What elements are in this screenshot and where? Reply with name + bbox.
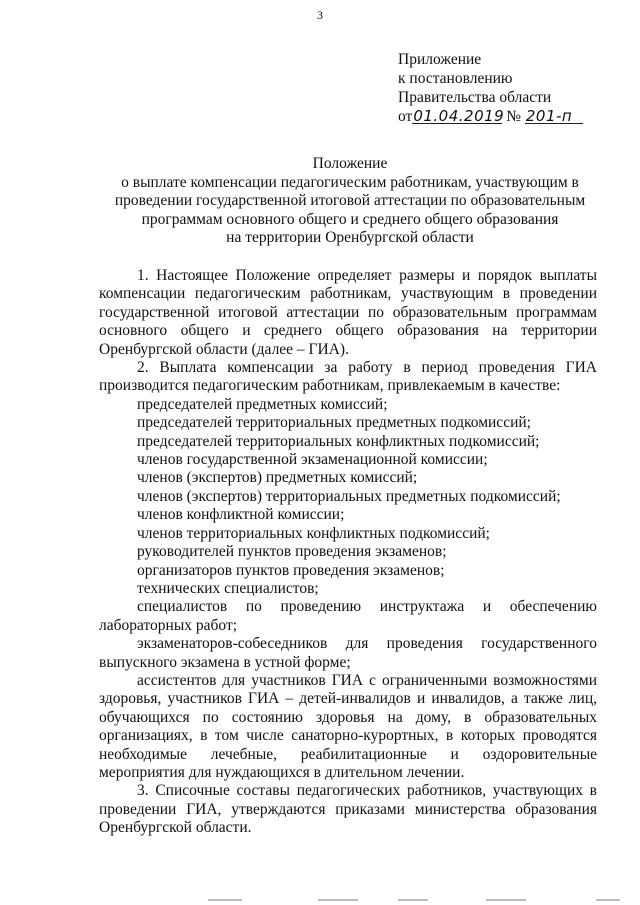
title-line-2: о выплате компенсации педагогическим работникам, участвующим в — [121, 173, 579, 191]
title-line-4: программам основного общего и среднего общего образования — [141, 210, 559, 228]
list-item: председателей территориальных предметных подкомиссий; — [137, 414, 531, 432]
scan-artifact — [596, 899, 620, 901]
title-line-5: на территории Оренбургской области — [226, 229, 474, 247]
list-item: технических специалистов; — [137, 579, 319, 597]
number-sign: № — [506, 108, 521, 125]
paragraph-3: 3. Списочные составы педагогических работников, участвующих в проведении ГИА, утверждаются приказами министерства образования Оренбургской области. — [99, 782, 597, 837]
list-item: членов территориальных конфликтных подкомиссий; — [137, 524, 490, 542]
paragraph-specialists: специалистов по проведению инструктажа и обеспечению лабораторных работ; — [99, 598, 597, 634]
scan-artifact — [208, 899, 242, 901]
date-prefix: от — [398, 108, 413, 125]
title-line-3: проведении государственной итоговой аттестации по образовательным — [114, 192, 586, 210]
page-number: 3 — [317, 8, 323, 22]
paragraph-examiners: экзаменаторов-собеседников для проведения государственного выпускного экзамена в устной форме; — [99, 635, 597, 671]
list-item: руководителей пунктов проведения экзаменов; — [137, 543, 447, 561]
handwritten-date: 01.04.2019 — [413, 107, 505, 125]
list-item: членов конфликтной комиссии; — [137, 506, 345, 524]
paragraph-1: 1. Настоящее Положение определяет размеры и порядок выплаты компенсации педагогическим работникам, участвующим в проведении государственной итоговой аттестации по образовательным программам основного общего и среднего общего образования на территории Оренбургской области (далее – ГИА). — [99, 267, 597, 358]
list-item: председателей предметных комиссий; — [137, 395, 388, 413]
document-body — [99, 267, 597, 838]
list-item: членов государственной экзаменационной комиссии; — [137, 451, 488, 469]
appendix-block — [398, 50, 583, 126]
title-line-1: Положение — [312, 155, 388, 172]
appendix-line-2: к постановлению — [398, 70, 513, 87]
list-item: членов (экспертов) предметных комиссий; — [137, 469, 418, 487]
scan-artifact — [318, 899, 358, 901]
document-title — [100, 155, 600, 248]
appendix-date-line — [398, 107, 583, 126]
appendix-line-1: Приложение — [398, 51, 482, 68]
scan-artifact — [398, 899, 428, 901]
paragraph-assistants: ассистентов для участников ГИА с ограниченными возможностями здоровья, участников ГИА – детей-инвалидов и инвалидов, а также лиц, обучающихся по состоянию здоровья на дому, в образовательных организациях, в том числе санаторно-курортных, в которых проводятся необходимые лечебные, реабилитационные и оздоровительные мероприятия для нуждающихся в длительном лечении. — [99, 671, 597, 781]
list-item: членов (экспертов) территориальных предметных подкомиссий; — [137, 487, 561, 505]
list-item: председателей территориальных конфликтных подкомиссий; — [137, 432, 540, 450]
list-item: организаторов пунктов проведения экзаменов; — [137, 561, 445, 579]
scan-artifact — [486, 899, 526, 901]
appendix-line-3: Правительства области — [398, 89, 552, 106]
handwritten-number: 201-п — [525, 109, 583, 124]
paragraph-2: 2. Выплата компенсации за работу в период проведения ГИА производится педагогическим работникам, привлекаемым в качестве: — [99, 359, 597, 395]
